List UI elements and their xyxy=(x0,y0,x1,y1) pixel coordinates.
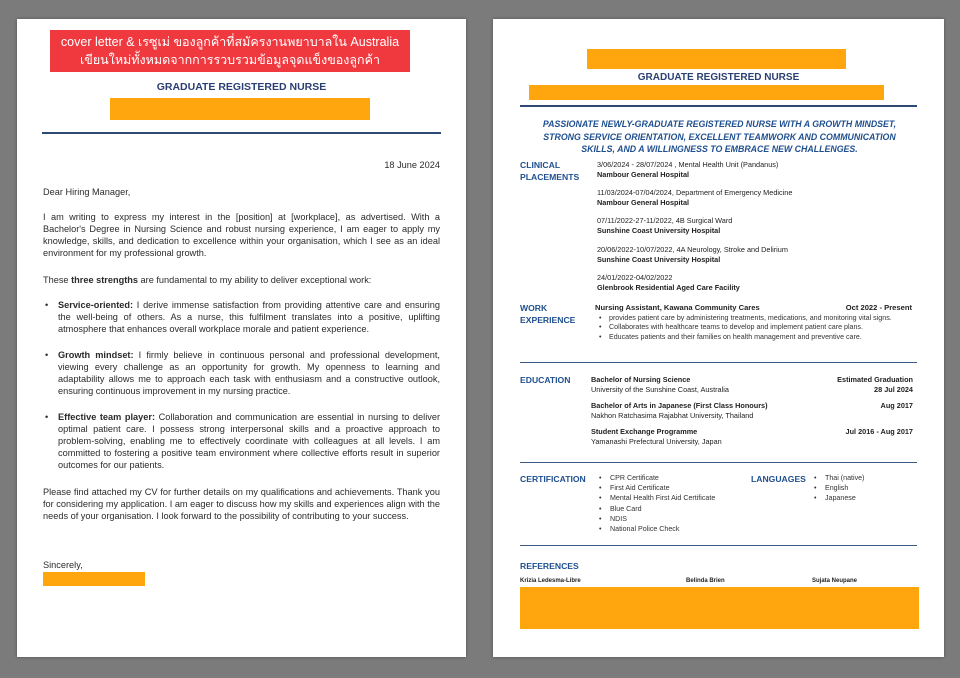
education-item xyxy=(591,427,913,446)
placement-item xyxy=(597,273,897,292)
section-label-work xyxy=(520,302,575,326)
placement-hospital: Nambour General Hospital xyxy=(597,169,690,179)
cover-letter-page xyxy=(17,19,466,657)
job-header xyxy=(595,303,912,312)
resume-tagline: PASSIONATE NEWLY-GRADUATE REGISTERED NURSE WITH A GROWTH MINDSET, STRONG SERVICE ORIENTATION, EXCELLENT TEAMWORK AND COMMUNICATION SKILLS, AND A WILLINGNESS TO EMBRACE NEW CHALLENGES. xyxy=(542,119,897,154)
education-item xyxy=(591,375,913,394)
strengths-intro xyxy=(43,274,440,286)
redacted-name xyxy=(110,98,370,120)
label-line: EXPERIENCE xyxy=(520,315,576,325)
placement-hospital: Glenbrook Residential Aged Care Facility xyxy=(597,282,740,292)
certification-item: • NDIS xyxy=(598,514,738,524)
certification-item: • First Aid Certificate xyxy=(598,483,738,493)
banner-line-1: cover letter & เรซูเม่ ของลูกค้าที่สมัครงานพยาบาลใน Australia xyxy=(60,35,400,49)
placement-hospital: Sunshine Coast University Hospital xyxy=(597,225,721,235)
placement-line: 11/03/2024-07/04/2024, Department of Emergency Medicine xyxy=(597,188,793,197)
degree: Bachelor of Arts in Japanese (First Class Honours) xyxy=(591,401,768,410)
section-label-references: REFERENCES xyxy=(520,561,579,571)
strengths-bold: three strengths xyxy=(71,275,138,285)
language-item: • English xyxy=(813,483,903,493)
language-item: • Thai (native) xyxy=(813,473,903,483)
strength-team xyxy=(43,411,440,471)
redacted-contact xyxy=(529,85,884,100)
section-label-placements xyxy=(520,159,579,183)
strength-label: Growth mindset: xyxy=(58,350,134,360)
section-label-certification: CERTIFICATION xyxy=(520,474,586,484)
salutation xyxy=(43,186,440,198)
education-item xyxy=(591,401,913,420)
placement-item xyxy=(597,216,897,235)
promo-banner xyxy=(50,30,410,72)
language-item: • Japanese xyxy=(813,493,903,503)
job-title: Nursing Assistant, Kawana Community Cares xyxy=(595,303,760,312)
intro-paragraph xyxy=(43,211,440,259)
job-bullets xyxy=(598,314,898,342)
header-divider xyxy=(42,132,441,134)
strengths-sentence xyxy=(43,274,440,286)
job-bullet: • provides patient care by administering treatments, medications, and monitoring vital signs. xyxy=(598,314,898,323)
placement-item xyxy=(597,188,897,207)
salutation-text: Dear Hiring Manager, xyxy=(43,187,131,197)
placement-line: 20/06/2022-10/07/2022, 4A Neurology, Stroke and Delirium xyxy=(597,245,788,254)
placement-line: 3/06/2024 - 28/07/2024 , Mental Health Unit (Pandanus) xyxy=(597,160,779,169)
strengths-post: are fundamental to my ability to deliver exceptional work: xyxy=(137,275,372,285)
certification-item: • National Police Check xyxy=(598,524,738,534)
redacted-name xyxy=(587,49,846,69)
resume-page xyxy=(493,19,944,657)
closing-text: Please find attached my CV for further details on my qualifications and achievements. Thank you for considering my application. I am eager to discuss how my skills and experiences align with the needs of your organisation. I look forward to the possibility of contributing to your success. xyxy=(43,487,440,522)
strength-label: Service-oriented: xyxy=(58,300,134,310)
degree: Bachelor of Nursing Science xyxy=(591,375,691,384)
redacted-references xyxy=(520,587,919,629)
placement-line: 24/01/2022-04/02/2022 xyxy=(597,273,673,282)
strength-item xyxy=(43,349,440,397)
certification-item: • Blue Card xyxy=(598,504,738,514)
degree: Student Exchange Programme xyxy=(591,427,698,436)
strength-text: Collaboration and communication are essential in nursing to deliver optimal patient care. I possess strong interpersonal skills and a proactive approach to problem-solving, enabling me to effectively coordinate with colleagues at all levels. I am committed to fostering a positive team environment where collective efforts result in superior outcomes for our patients. xyxy=(58,412,441,471)
job-dates: Oct 2022 - Present xyxy=(845,303,912,312)
certification-item: • Mental Health First Aid Certificate xyxy=(598,493,738,503)
certification-item: • CPR Certificate xyxy=(598,473,738,483)
reference-name: Sujata Neupane xyxy=(812,578,858,584)
strength-label: Effective team player: xyxy=(58,412,156,422)
placement-hospital: Nambour General Hospital xyxy=(597,197,690,207)
edu-date: Aug 2017 xyxy=(880,401,913,410)
strength-item xyxy=(43,299,440,335)
edu-date: Estimated Graduation xyxy=(837,375,913,384)
strength-text: I firmly believe in continuous personal and professional development, viewing every challenge as an opportunity for growth. My openness to learning and adaptability allows me to approach each task with enthusiasm and a constructive outlook, ensuring continuous improvement in my nursing practice. xyxy=(58,350,440,397)
section-label-languages: LANGUAGES xyxy=(751,474,806,484)
signoff-text: Sincerely, xyxy=(43,560,83,570)
reference-name: Belinda Brien xyxy=(686,578,725,584)
strength-item xyxy=(43,411,440,471)
school: Yamanashi Prefectural University, Japan xyxy=(591,436,722,446)
placement-line: 07/11/2022-27-11/2022, 4B Surgical Ward xyxy=(597,216,733,225)
languages-list xyxy=(813,473,903,504)
placement-item xyxy=(597,160,897,179)
reference-name: Krizia Ledesma-Libre xyxy=(520,578,581,584)
label-line: CLINICAL xyxy=(520,160,561,170)
school: Nakhon Ratchasima Rajabhat University, Thailand xyxy=(591,410,754,420)
label-line: PLACEMENTS xyxy=(520,172,580,182)
strength-growth xyxy=(43,349,440,397)
placement-item xyxy=(597,245,897,264)
banner-line-2: เขียนใหม่ทั้งหมดจากการรวบรวมข้อมูลจุดแข็งของลูกค้า xyxy=(80,53,380,67)
label-line: WORK xyxy=(520,303,548,313)
edu-date: Jul 2016 - Aug 2017 xyxy=(845,427,913,436)
intro-text: I am writing to express my interest in the [position] at [workplace], as advertised. With a Bachelor's Degree in Nursing Science and robust nursing experience, I am eager to apply my knowledge, skills, and dedication to excellence within your organisation, which I see as an ideal environment for my professional growth. xyxy=(43,212,440,259)
header-divider xyxy=(520,105,917,107)
resume-title: GRADUATE REGISTERED NURSE xyxy=(637,72,800,83)
strengths-pre: These xyxy=(43,275,72,285)
letter-date: 18 June 2024 xyxy=(384,160,440,170)
closing-paragraph xyxy=(43,486,440,522)
cover-letter-title: GRADUATE REGISTERED NURSE xyxy=(156,81,327,93)
signoff xyxy=(43,559,440,571)
job-bullet: • Collaborates with healthcare teams to develop and implement patient care plans. xyxy=(598,323,898,332)
job-bullet: • Educates patients and their families on health management and preventive care. xyxy=(598,333,898,342)
strength-text: I derive immense satisfaction from providing attentive care and ensuring the well-being of others. As a nurse, this fulfilment translates into a positive, uplifting atmosphere that enhances overall workplace morale and patient experience. xyxy=(58,300,440,335)
section-label-education: EDUCATION xyxy=(520,375,571,385)
placement-hospital: Sunshine Coast University Hospital xyxy=(597,254,721,264)
certification-list xyxy=(598,473,738,534)
strength-service xyxy=(43,299,440,335)
section-divider xyxy=(520,545,917,546)
section-divider xyxy=(520,462,917,463)
redacted-signature xyxy=(43,572,145,586)
school: University of the Sunshine Coast, Australia xyxy=(591,384,729,394)
section-divider xyxy=(520,362,917,363)
edu-date-2: 28 Jul 2024 xyxy=(874,385,913,394)
